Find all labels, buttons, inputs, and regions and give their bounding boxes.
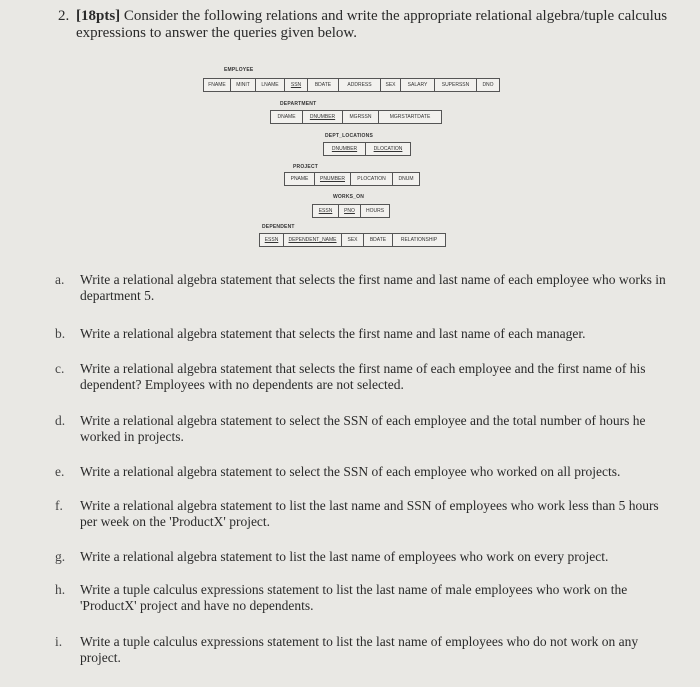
question-text-line2: expressions to answer the queries given below. [76,25,358,41]
works-on-field: ESSN [313,205,339,217]
sub-question-g [55,549,675,565]
department-relation [270,110,442,124]
employee-field: MINIT [231,79,256,91]
sub-question-text: Write a relational algebra statement that selects the first name of each employee and the first name of his dependent? Employees with no dependents are not selected. [80,361,646,392]
schema-diagram [0,0,700,260]
dependent-field: BDATE [364,234,393,246]
sub-question-text: Write a relational algebra statement that selects the first name and last name of each employee who works in department 5. [80,272,666,303]
sub-question-text: Write a tuple calculus expressions statement to list the last name of male employees who work on the 'ProductX' project and have no dependents. [80,582,628,613]
question-text-line1: Consider the following relations and write the appropriate relational algebra/tuple calculus [123,8,668,24]
project-field: DNUM [398,176,414,182]
dependent-field: ESSN [260,234,284,246]
employee-relation [203,78,500,92]
dept-locations-relation [323,142,411,156]
employee-field: SEX [381,79,401,91]
dept-locations-label: DEPT_LOCATIONS [325,133,373,139]
sub-question-text: Write a relational algebra statement that selects the first name and last name of each manager. [80,326,586,341]
sub-question-letter: i. [55,634,63,649]
department-field: DNAME [271,111,303,123]
sub-question-letter: d. [55,413,66,428]
dependent-field: RELATIONSHIP [400,237,438,243]
sub-question-text: Write a relational algebra statement to list the last name of employees who work on every project. [80,549,609,564]
sub-question-letter: h. [55,582,66,597]
dept-locations-field: DLOCATION [373,146,403,152]
sub-question-text: Write a relational algebra statement to select the SSN of each employee and the total number of hours he worked in projects. [80,413,646,444]
question-number: 2. [58,8,70,24]
sub-question-text: Write a relational algebra statement to select the SSN of each employee who worked on all projects. [80,464,621,479]
dependent-field: SEX [342,234,364,246]
question-points: [18pts] [76,8,121,24]
sub-question-d [55,413,675,445]
sub-question-c [55,361,675,393]
employee-field: ADDRESS [339,79,381,91]
works-on-label: WORKS_ON [333,194,365,200]
department-field: MGRSSN [343,111,379,123]
dept-locations-field: DNUMBER [324,143,366,155]
employee-label: EMPLOYEE [224,67,254,73]
works-on-relation [312,204,390,218]
project-label: PROJECT [293,164,319,170]
sub-question-b [55,326,675,342]
project-field: PNUMBER [315,173,351,185]
sub-question-i [55,634,675,666]
sub-question-letter: a. [55,272,65,287]
sub-question-f [55,498,675,530]
project-relation [284,172,420,186]
works-on-field: PNO [339,205,361,217]
project-field: PNAME [285,173,315,185]
employee-field: SUPERSSN [435,79,477,91]
sub-question-letter: f. [55,498,63,513]
sub-question-e [55,464,675,480]
sub-question-letter: c. [55,361,65,376]
sub-question-text: Write a relational algebra statement to list the last name and SSN of employees who work less than 5 hours per week on the 'ProductX' project. [80,498,659,529]
employee-field: SSN [285,79,308,91]
dependent-relation [259,233,446,247]
sub-question-letter: b. [55,326,66,341]
department-field: MGRSTARTDATE [389,114,431,120]
employee-field: BDATE [308,79,339,91]
sub-question-letter: g. [55,549,66,564]
sub-question-text: Write a tuple calculus expressions statement to list the last name of employees who do not work on any project. [80,634,639,665]
project-field: PLOCATION [351,173,393,185]
employee-field: SALARY [401,79,435,91]
employee-field: LNAME [256,79,285,91]
dependent-label: DEPENDENT [262,224,295,230]
employee-field: FNAME [204,79,231,91]
department-field: DNUMBER [303,111,343,123]
sub-question-h [55,582,675,614]
sub-question-letter: e. [55,464,65,479]
works-on-field: HOURS [365,208,385,214]
sub-question-a [55,272,675,304]
employee-field: DNO [482,82,494,88]
dependent-field: DEPENDENT_NAME [284,234,342,246]
department-label: DEPARTMENT [280,101,317,107]
